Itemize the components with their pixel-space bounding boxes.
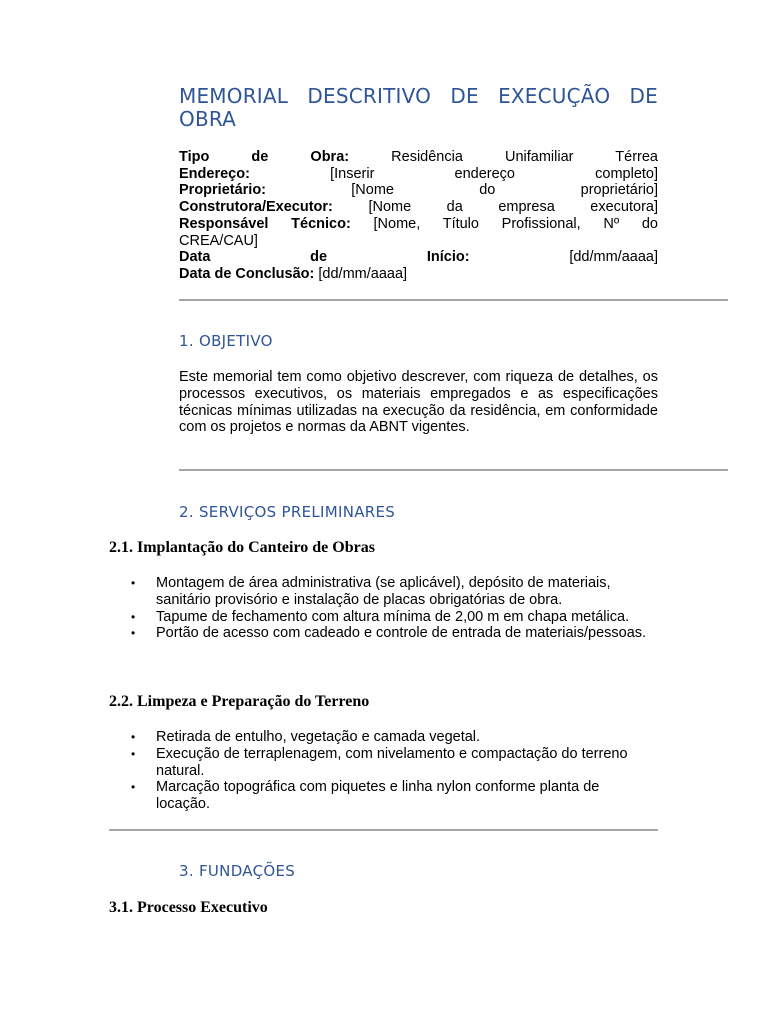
- bullet-icon: •: [131, 746, 136, 761]
- info-value: [Nome da empresa executora]: [368, 199, 659, 216]
- info-value: Residência Unifamiliar Térrea: [391, 149, 658, 165]
- bullet-icon: •: [131, 609, 136, 624]
- bullet-icon: •: [131, 730, 136, 744]
- info-value: CREA/CAU]: [179, 232, 258, 249]
- section-heading-servicos: 2. SERVIÇOS PRELIMINARES: [179, 503, 396, 521]
- horizontal-divider: [109, 829, 658, 831]
- subheading-processo-executivo: 3.1. Processo Executivo: [109, 899, 268, 916]
- info-row-proprietario: [179, 182, 658, 199]
- list-item: [109, 746, 649, 780]
- list-item-text: Retirada de entulho, vegetação e camada vegetal.: [156, 729, 481, 745]
- bullet-icon: •: [131, 780, 136, 795]
- horizontal-divider: [179, 469, 728, 471]
- bullet-list-canteiro: [109, 575, 649, 642]
- document-title: MEMORIAL DESCRITIVO DE EXECUÇÃO DE OBRA: [179, 84, 658, 131]
- list-item-text: Montagem de área administrativa (se aplicável), depósito de materiais, sanitário provisório e instalação de placas obrigatórias de obra.: [156, 575, 611, 608]
- info-row-responsavel-cont: [179, 233, 658, 250]
- bullet-list-limpeza: [109, 729, 649, 813]
- info-label: Construtora/Executor:: [179, 199, 333, 216]
- section-heading-fundacoes: 3. FUNDAÇÕES: [179, 862, 296, 880]
- info-row-inicio: [179, 249, 658, 266]
- list-item: [109, 609, 649, 626]
- info-label: Data de Conclusão:: [179, 265, 315, 282]
- project-info-block: [179, 149, 658, 283]
- info-label: Responsável Técnico:: [179, 215, 351, 232]
- list-item-text: Marcação topográfica com piquetes e linha nylon conforme planta de locação.: [156, 779, 600, 813]
- list-item: [109, 625, 649, 642]
- info-row-conclusao: [179, 266, 658, 283]
- list-item: [109, 779, 649, 813]
- objetivo-paragraph: Este memorial tem como objetivo descrever, com riqueza de detalhes, os processos executivos, os materiais empregados e as especificações técnicas mínimas utilizadas na execução da residência, em conformidade com os projetos e normas da ABNT vigentes.: [179, 369, 658, 436]
- list-item: [109, 729, 649, 746]
- info-label: Endereço:: [179, 165, 250, 182]
- info-label: Tipo de Obra:: [179, 149, 350, 165]
- info-row-endereco: [179, 166, 658, 183]
- info-row-tipo: [179, 149, 658, 166]
- info-value: [dd/mm/aaaa]: [318, 265, 408, 282]
- subheading-canteiro: 2.1. Implantação do Canteiro de Obras: [109, 539, 375, 556]
- section-heading-objetivo: 1. OBJETIVO: [179, 332, 273, 350]
- subheading-limpeza: 2.2. Limpeza e Preparação do Terreno: [109, 693, 370, 710]
- list-item-text: Tapume de fechamento com altura mínima de 2,00 m em chapa metálica.: [156, 608, 630, 625]
- bullet-icon: •: [131, 626, 136, 641]
- info-row-responsavel: [179, 216, 658, 233]
- list-item-text: Portão de acesso com cadeado e controle de entrada de materiais/pessoas.: [156, 625, 647, 642]
- list-item: [109, 575, 649, 609]
- info-value: [Inserir endereço completo]: [330, 165, 659, 182]
- info-value: [Nome, Título Profissional, Nº do: [373, 215, 658, 232]
- list-item-text: Execução de terraplenagem, com nivelamento e compactação do terreno natural.: [156, 745, 628, 779]
- horizontal-divider: [179, 299, 728, 301]
- info-row-construtora: [179, 199, 658, 216]
- info-label: Proprietário:: [179, 182, 267, 199]
- info-label: Data de Início:: [179, 249, 470, 266]
- info-value: [dd/mm/aaaa]: [569, 249, 658, 266]
- info-value: [Nome do proprietário]: [351, 182, 659, 199]
- bullet-icon: •: [131, 576, 136, 590]
